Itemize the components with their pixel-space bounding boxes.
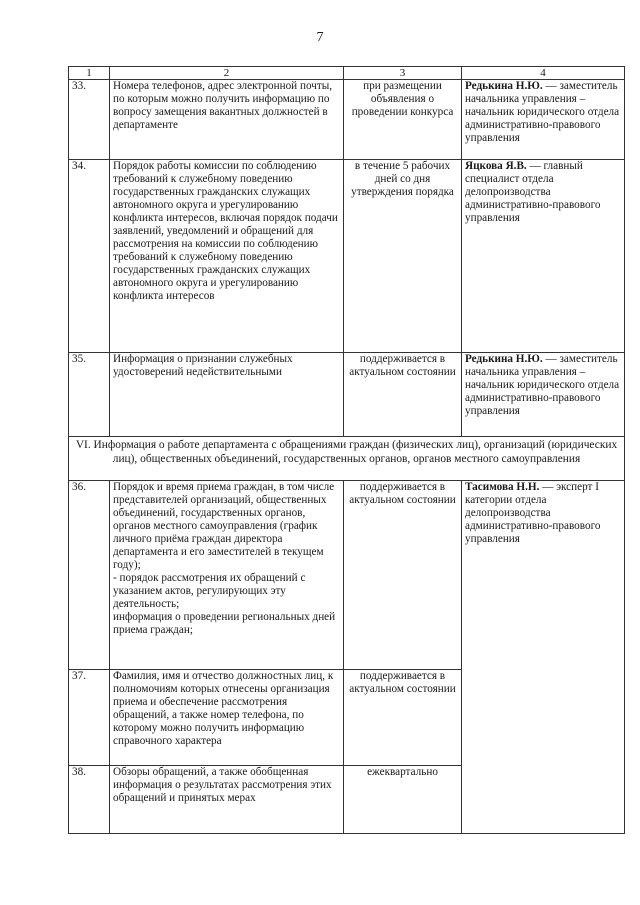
content-part: - порядок рассмотрения их обращений с указанием актов, регулирующих эту деятельность;	[113, 572, 306, 610]
responsible-description: — главный специалист отдела делопроизводства административно-правового управления	[465, 160, 601, 224]
row-number: 33.	[69, 80, 110, 160]
row-content: Порядок работы комиссии по соблюдению требований к служебному поведению государственных гражданских служащих автономного округа и урегулированию конфликта интересов, включая порядок подачи заявлений, уведомлений и обращений для рассмотрения на комиссии по соблюдению требований к служебному поведению государственных гражданских служащих автономного округа и урегулированию конфликта интересов	[110, 160, 344, 353]
row-content: Фамилия, имя и отчество должностных лиц, к полномочиям которых отнесены организация приема и обеспечение рассмотрения обращений, а также номер телефона, по которому можно получить информацию справочного характера	[110, 670, 344, 766]
row-number: 36.	[69, 481, 110, 670]
column-number: 4	[462, 67, 625, 80]
content-part: Порядок и время приема граждан, в том числе представителей организаций, общественных объединений, государственных органов, органов местного самоуправления (график личного приёма граждан директора департамента и его заместителей в текущем году);	[113, 481, 335, 571]
row-responsible	[462, 353, 625, 437]
responsible-description: — эксперт I категории отдела делопроизводства административно-правового управления	[465, 481, 601, 545]
row-content	[110, 481, 344, 670]
page-number: 7	[316, 30, 324, 45]
responsible-name: Редькина Н.Ю.	[465, 353, 543, 365]
row-content: Информация о признании служебных удостоверений недействительными	[110, 353, 344, 437]
row-number: 34.	[69, 160, 110, 353]
row-responsible	[462, 80, 625, 160]
column-number: 1	[69, 67, 110, 80]
row-number: 37.	[69, 670, 110, 766]
row-number: 35.	[69, 353, 110, 437]
column-number-row	[69, 67, 625, 80]
row-timing: поддерживается в актуальном состоянии	[344, 481, 462, 670]
responsible-name: Яцкова Я.В.	[465, 160, 527, 172]
row-timing: при размещении объявления о проведении конкурса	[344, 80, 462, 160]
row-timing: ежеквартально	[344, 766, 462, 834]
responsible-description: — заместитель начальника управления – начальник юридического отдела административно-правового управления	[465, 353, 620, 417]
section-header-row	[69, 437, 625, 481]
row-number: 38.	[69, 766, 110, 834]
row-timing: в течение 5 рабочих дней со дня утверждения порядка	[344, 160, 462, 353]
row-timing: поддерживается в актуальном состоянии	[344, 353, 462, 437]
row-content: Обзоры обращений, а также обобщенная информация о результатах рассмотрения этих обращений и принятых мерах	[110, 766, 344, 834]
section-title: VI. Информация о работе департамента с обращениями граждан (физических лиц), организаций (юридических лиц), общественных объединений, государственных органов, органов местного самоуправления	[69, 437, 625, 481]
content-part: информация о проведении региональных дней приема граждан;	[113, 611, 336, 636]
responsible-description: — заместитель начальника управления – начальник юридического отдела административно-правового управления	[465, 80, 620, 144]
row-responsible	[462, 160, 625, 353]
information-table	[68, 66, 625, 834]
table-row	[69, 353, 625, 437]
column-number: 2	[110, 67, 344, 80]
row-content: Номера телефонов, адрес электронной почты, по которым можно получить информацию по вопросу замещения вакантных должностей в департаменте	[110, 80, 344, 160]
table-row	[69, 160, 625, 353]
responsible-name: Редькина Н.Ю.	[465, 80, 543, 92]
table-row	[69, 481, 625, 670]
section-responsible	[462, 481, 625, 834]
row-timing: поддерживается в актуальном состоянии	[344, 670, 462, 766]
responsible-name: Тасимова Н.Н.	[465, 481, 540, 493]
table-row	[69, 80, 625, 160]
column-number: 3	[344, 67, 462, 80]
